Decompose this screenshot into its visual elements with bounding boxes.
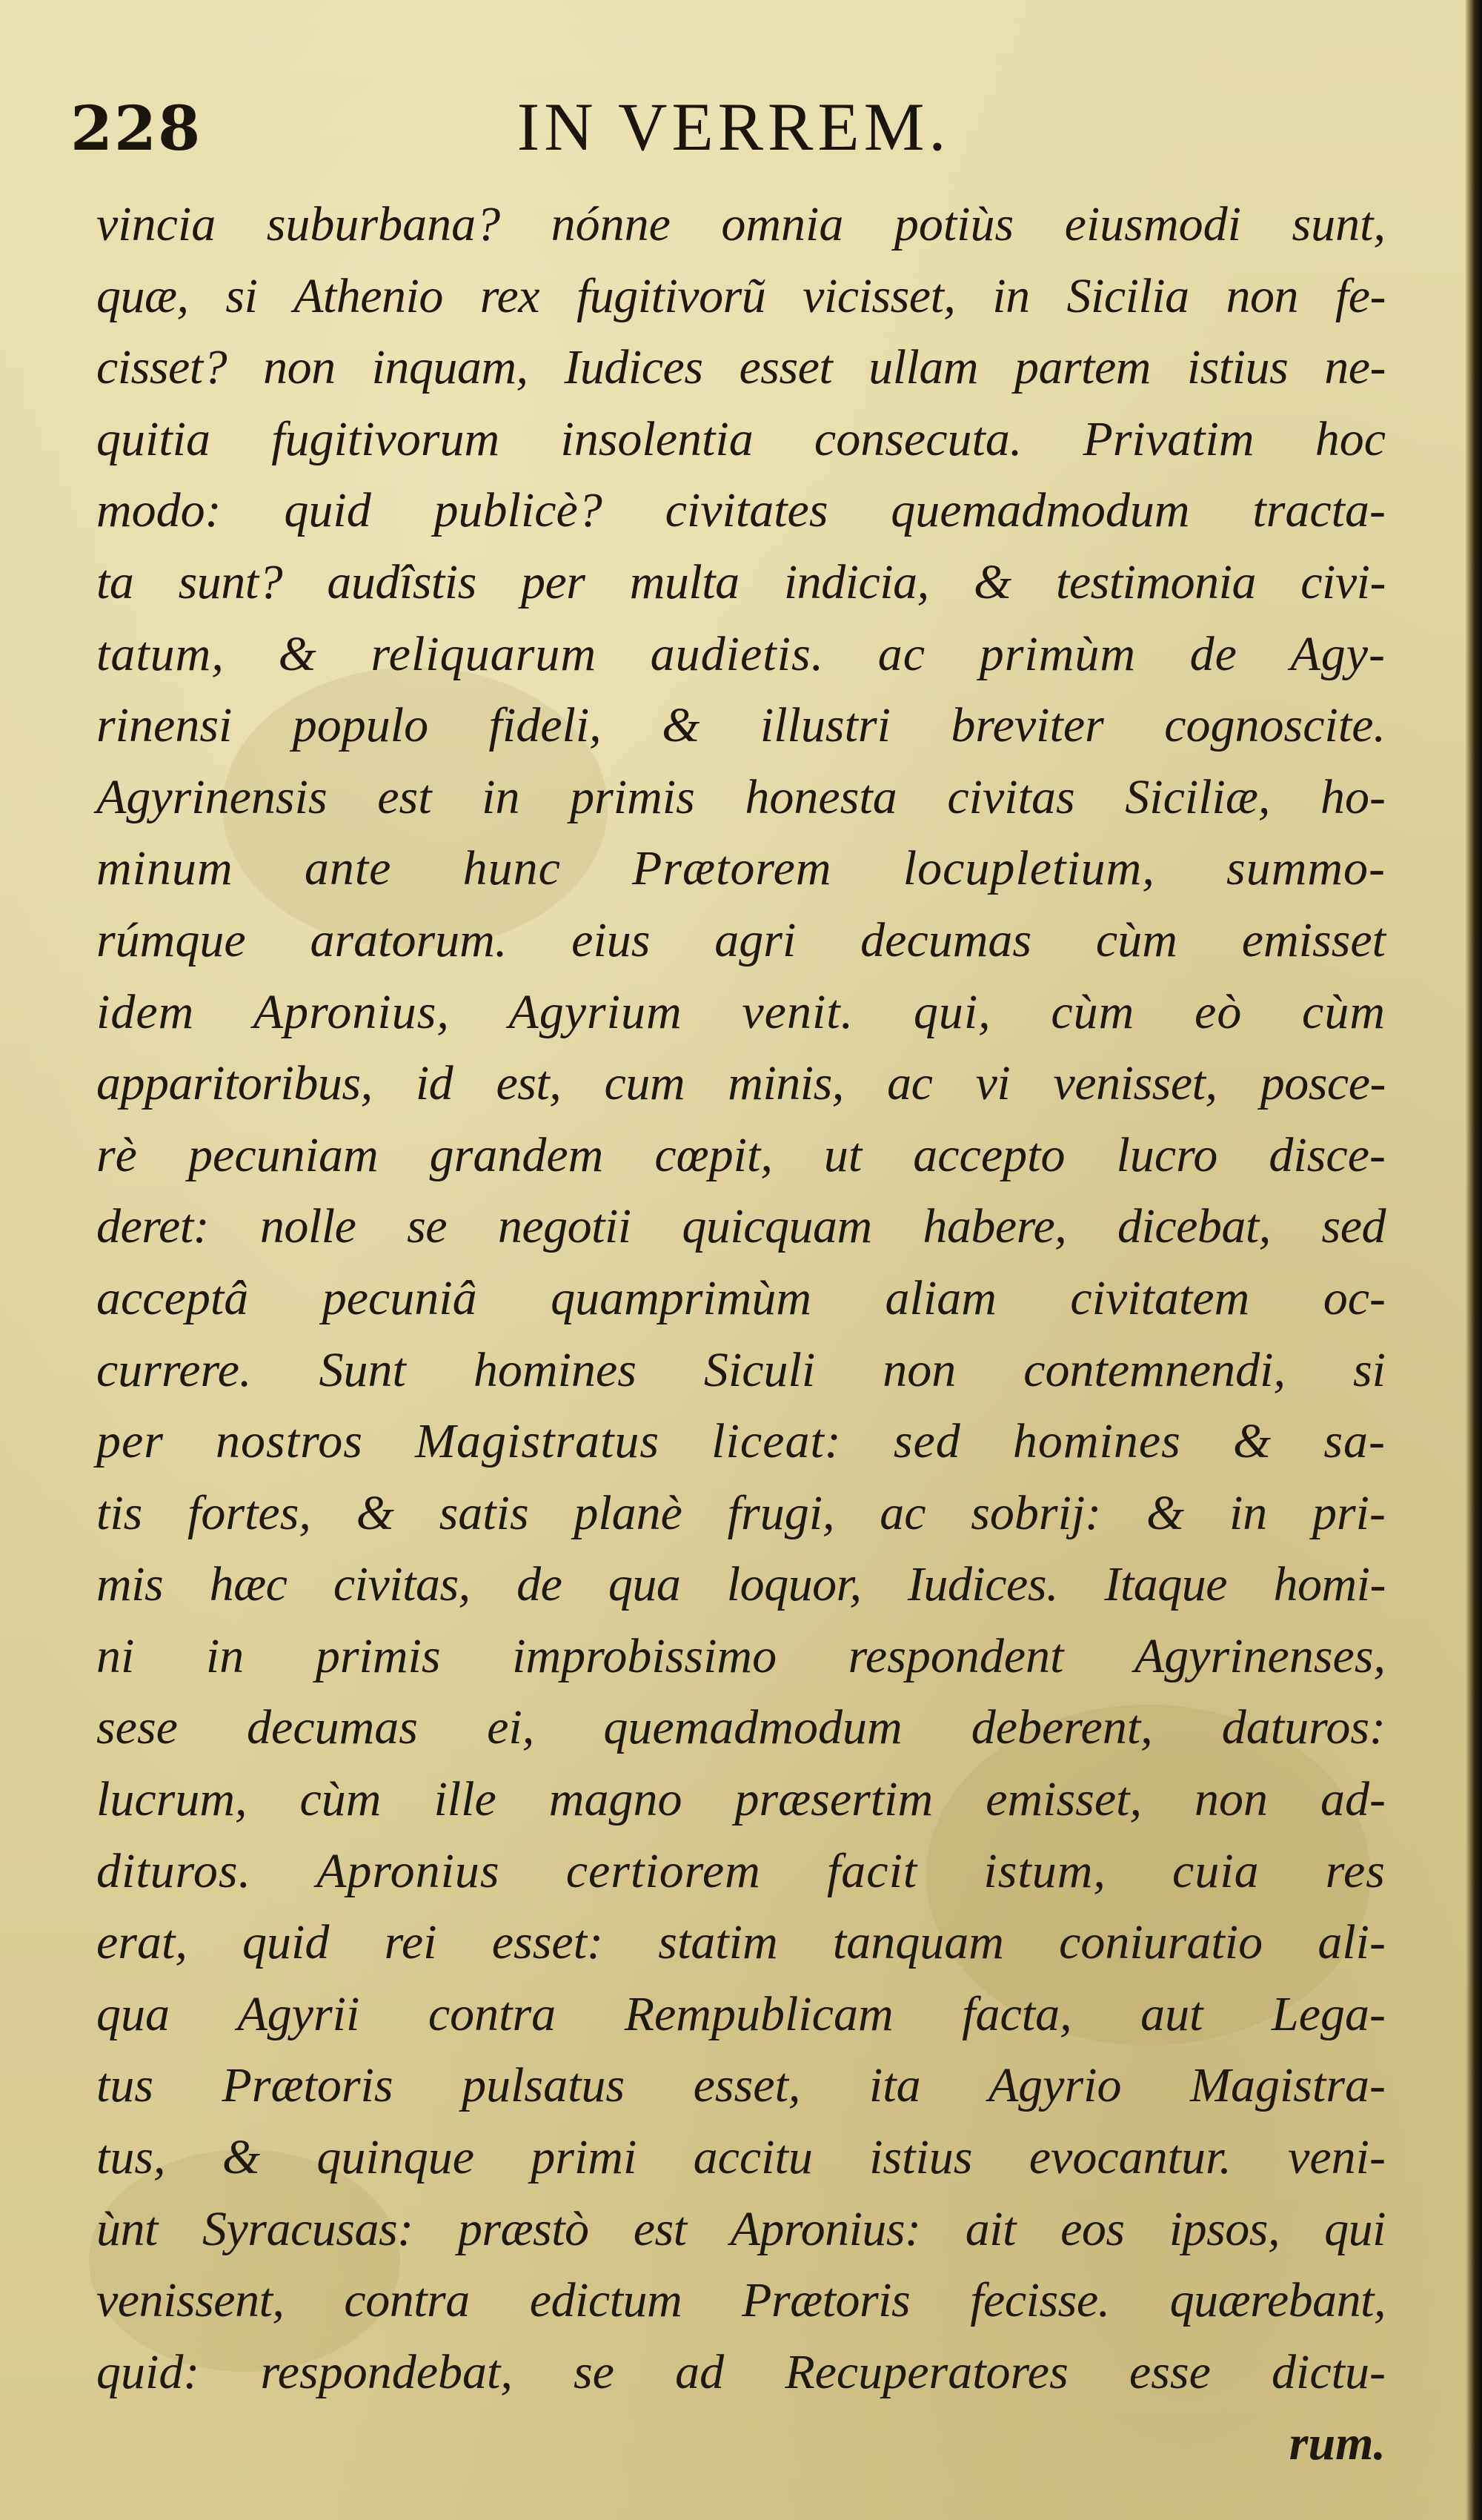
text-line: cisset? non inquam, Iudices esset ullam partem istius ne- — [96, 340, 1386, 395]
text-line: currere. Sunt homines Siculi non contemnendi, si — [96, 1342, 1386, 1397]
text-line: deret: nolle se negotii quicquam habere, dicebat, sed — [96, 1199, 1386, 1254]
body-text — [96, 189, 1386, 2480]
text-line: venissent, contra edictum Prætoris fecisse. quærebant, — [96, 2273, 1386, 2328]
text-line: tus Prætoris pulsatus esset, ita Agyrio Magistra- — [96, 2058, 1386, 2113]
text-line: tus, & quinque primi accitu istius evocantur. veni- — [96, 2130, 1386, 2185]
text-line: idem Apronius, Agyrium venit. qui, cùm eò cùm — [96, 984, 1386, 1039]
running-title: IN VERREM. — [516, 89, 951, 165]
text-line: erat, quid rei esset: statim tanquam coniuratio ali- — [96, 1915, 1386, 1970]
text-line: minum ante hunc Prætorem locupletium, summo- — [96, 841, 1386, 896]
text-line: dituros. Apronius certiorem facit istum, cuia res — [96, 1843, 1386, 1898]
text-line: acceptâ pecuniâ quamprimùm aliam civitatem oc- — [96, 1270, 1386, 1325]
text-line: per nostros Magistratus liceat: sed homines & sa- — [96, 1414, 1386, 1469]
text-line: qua Agyrii contra Rempublicam facta, aut Lega- — [96, 1986, 1386, 2041]
text-line: modo: quid publicè? civitates quemadmodum tracta- — [96, 483, 1386, 538]
page-number: 228 — [70, 93, 202, 165]
text-line: Agyrinensis est in primis honesta civitas Siciliæ, ho- — [96, 769, 1386, 824]
text-line: rum. — [1289, 2416, 1386, 2471]
text-line: rè pecuniam grandem cœpit, ut accepto lucro disce- — [96, 1127, 1386, 1182]
text-line: ni in primis improbissimo respondent Agyrinenses, — [96, 1628, 1386, 1683]
text-line: rinensi populo fideli, & illustri breviter cognoscite. — [96, 698, 1386, 753]
text-line: lucrum, cùm ille magno præsertim emisset, non ad- — [96, 1772, 1386, 1827]
text-line: quid: respondebat, se ad Recuperatores esse dictu- — [96, 2344, 1386, 2399]
text-line: mis hæc civitas, de qua loquor, Iudices. Itaque homi- — [96, 1557, 1386, 1612]
text-line: ùnt Syracusas: præstò est Apronius: ait eos ipsos, qui — [96, 2201, 1386, 2256]
text-line: tatum, & reliquarum audietis. ac primùm de Agy- — [96, 626, 1386, 681]
text-line: sese decumas ei, quemadmodum deberent, daturos: — [96, 1700, 1386, 1755]
page-edge-shadow — [1466, 0, 1482, 2520]
text-line: apparitoribus, id est, cum minis, ac vi venisset, posce- — [96, 1056, 1386, 1111]
text-line: quæ, si Athenio rex fugitivorũ vicisset, in Sicilia non fe- — [96, 268, 1386, 323]
text-line: rúmque aratorum. eius agri decumas cùm emisset — [96, 912, 1386, 967]
text-line: vincia suburbana? nónne omnia potiùs eiusmodi sunt, — [96, 197, 1386, 251]
text-line: ta sunt? audîstis per multa indicia, & testimonia civi- — [96, 554, 1386, 609]
page-header — [70, 87, 1397, 169]
text-line: quitia fugitivorum insolentia consecuta. Privatim hoc — [96, 411, 1386, 466]
text-line: tis fortes, & satis planè frugi, ac sobrij: & in pri- — [96, 1485, 1386, 1540]
